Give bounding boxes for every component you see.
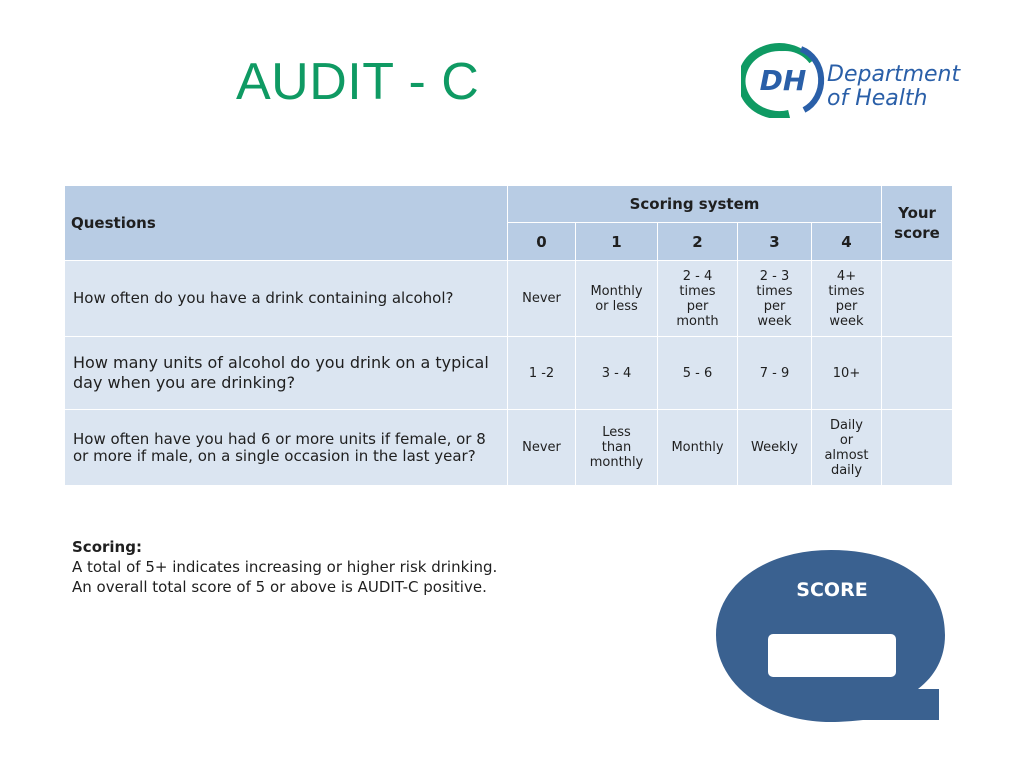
- question-cell: How often do you have a drink containing alcohol?: [65, 261, 508, 337]
- answer-label: 4+ times per week: [828, 268, 865, 329]
- question-cell: How often have you had 6 or more units if female, or 8 or more if male, on a single occasion in the last year?: [65, 410, 508, 486]
- scoring-line-1: A total of 5+ indicates increasing or higher risk drinking.: [72, 558, 498, 576]
- dh-initials: DH: [759, 64, 807, 97]
- score-column-1: 1: [576, 223, 658, 261]
- score-column-4: 4: [812, 223, 882, 261]
- answer-cell: [508, 337, 576, 410]
- department-of-health-logo: [741, 42, 981, 118]
- your-score-header-label: Your score: [894, 204, 940, 242]
- answer-label: Weekly: [751, 440, 798, 455]
- table-row: [65, 337, 953, 410]
- answer-label: Less than monthly: [589, 425, 644, 470]
- your-score-cell[interactable]: [882, 337, 953, 410]
- scoring-title: Scoring:: [72, 538, 142, 556]
- dh-logo-mark: [741, 42, 831, 118]
- score-column-0: 0: [508, 223, 576, 261]
- table-row: [65, 410, 953, 486]
- scoring-line-2: An overall total score of 5 or above is AUDIT-C positive.: [72, 578, 487, 596]
- answer-label: Never: [522, 440, 561, 455]
- questions-header: Questions: [65, 186, 508, 261]
- answer-cell: [738, 410, 812, 486]
- answer-label: 10+: [832, 365, 861, 381]
- audit-c-table: [64, 185, 953, 486]
- answer-cell: [658, 261, 738, 337]
- answer-label: 2 - 3 times per week: [756, 268, 793, 329]
- scoring-notes: [72, 537, 497, 597]
- answer-label: Daily or almost daily: [824, 417, 869, 478]
- answer-cell: [576, 337, 658, 410]
- answer-label: Never: [522, 291, 561, 306]
- score-column-3: 3: [738, 223, 812, 261]
- dh-logo-name: Department of Health: [827, 62, 961, 111]
- answer-cell: [812, 261, 882, 337]
- answer-cell: [738, 261, 812, 337]
- score-label: SCORE: [796, 579, 868, 601]
- page-title: AUDIT - C: [236, 53, 480, 111]
- answer-label: 1 -2: [528, 365, 555, 381]
- answer-cell: [738, 337, 812, 410]
- answer-label: Monthly: [671, 440, 724, 455]
- scoring-system-header: Scoring system: [508, 186, 882, 223]
- score-bubble-shape: [713, 543, 953, 723]
- your-score-cell[interactable]: [882, 410, 953, 486]
- score-bubble: [713, 543, 953, 723]
- answer-cell: [576, 410, 658, 486]
- answer-cell: [508, 410, 576, 486]
- answer-label: Monthly or less: [590, 283, 643, 314]
- answer-label: 7 - 9: [759, 365, 790, 381]
- table-row: [65, 261, 953, 337]
- answer-cell: [508, 261, 576, 337]
- score-column-2: 2: [658, 223, 738, 261]
- answer-cell: [658, 410, 738, 486]
- answer-cell: [658, 337, 738, 410]
- answer-cell: [812, 410, 882, 486]
- answer-cell: [812, 337, 882, 410]
- answer-label: 5 - 6: [682, 365, 713, 381]
- your-score-header: [882, 186, 953, 261]
- your-score-cell[interactable]: [882, 261, 953, 337]
- answer-label: 3 - 4: [601, 365, 632, 381]
- answer-cell: [576, 261, 658, 337]
- answer-label: 2 - 4 times per month: [676, 268, 719, 329]
- question-cell: How many units of alcohol do you drink on a typical day when you are drinking?: [65, 337, 508, 410]
- score-input-box[interactable]: [768, 634, 896, 677]
